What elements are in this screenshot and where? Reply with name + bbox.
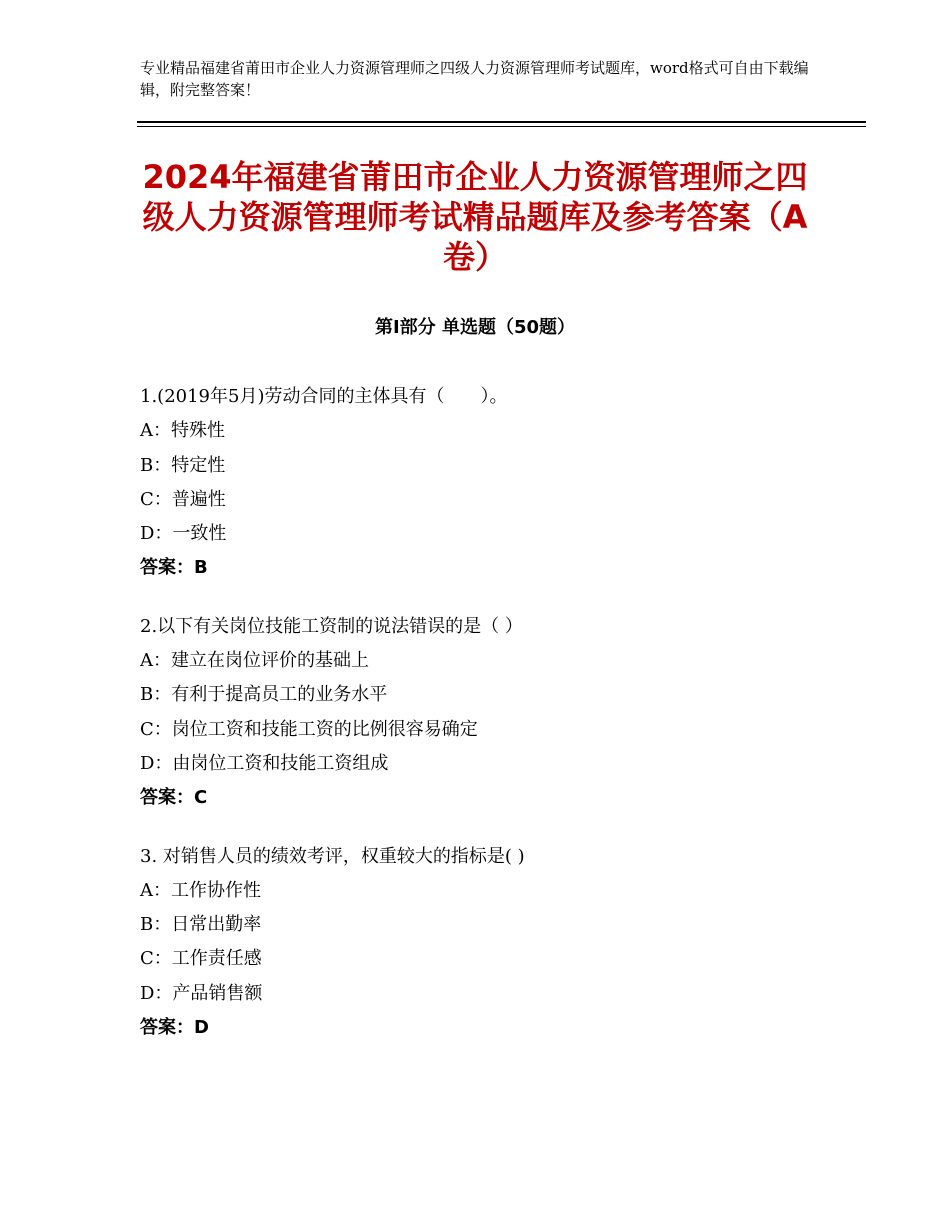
option-c: C：岗位工资和技能工资的比例很容易确定 bbox=[140, 718, 478, 740]
answer: 答案：D bbox=[140, 1017, 209, 1039]
header-rule-thin bbox=[137, 126, 866, 127]
question-2 bbox=[140, 610, 830, 816]
answer: 答案：C bbox=[140, 787, 208, 809]
header-rule-thick bbox=[137, 121, 866, 123]
question-stem: 3. 对销售人员的绩效考评，权重较大的指标是( ) bbox=[140, 845, 525, 867]
option-d: D：一致性 bbox=[140, 523, 227, 545]
question-1 bbox=[140, 380, 830, 586]
option-d: D：由岗位工资和技能工资组成 bbox=[140, 752, 389, 774]
answer: 答案：B bbox=[140, 557, 208, 579]
option-c: C：普遍性 bbox=[140, 488, 226, 510]
document-title: 2024年福建省莆田市企业人力资源管理师之四级人力资源管理师考试精品题库及参考答案（A卷） bbox=[142, 158, 808, 276]
question-stem: 2.以下有关岗位技能工资制的说法错误的是（ ） bbox=[140, 615, 523, 637]
header-note: 专业精品福建省莆田市企业人力资源管理师之四级人力资源管理师考试题库，word格式可自由下载编辑，附完整答案！ bbox=[140, 59, 809, 99]
option-c: C：工作责任感 bbox=[140, 948, 262, 970]
option-a: A：建立在岗位评价的基础上 bbox=[140, 650, 369, 672]
option-b: B：有利于提高员工的业务水平 bbox=[140, 684, 388, 706]
option-b: B：特定性 bbox=[140, 454, 226, 476]
option-b: B：日常出勤率 bbox=[140, 914, 262, 936]
question-stem: 1.(2019年5月)劳动合同的主体具有（ ）。 bbox=[140, 386, 508, 407]
section-title: 第Ⅰ部分 单选题（50题） bbox=[374, 317, 575, 338]
question-list bbox=[140, 380, 830, 1069]
question-3 bbox=[140, 840, 830, 1046]
option-a: A：工作协作性 bbox=[140, 879, 261, 901]
option-d: D：产品销售额 bbox=[140, 982, 263, 1004]
option-a: A：特殊性 bbox=[140, 420, 225, 442]
